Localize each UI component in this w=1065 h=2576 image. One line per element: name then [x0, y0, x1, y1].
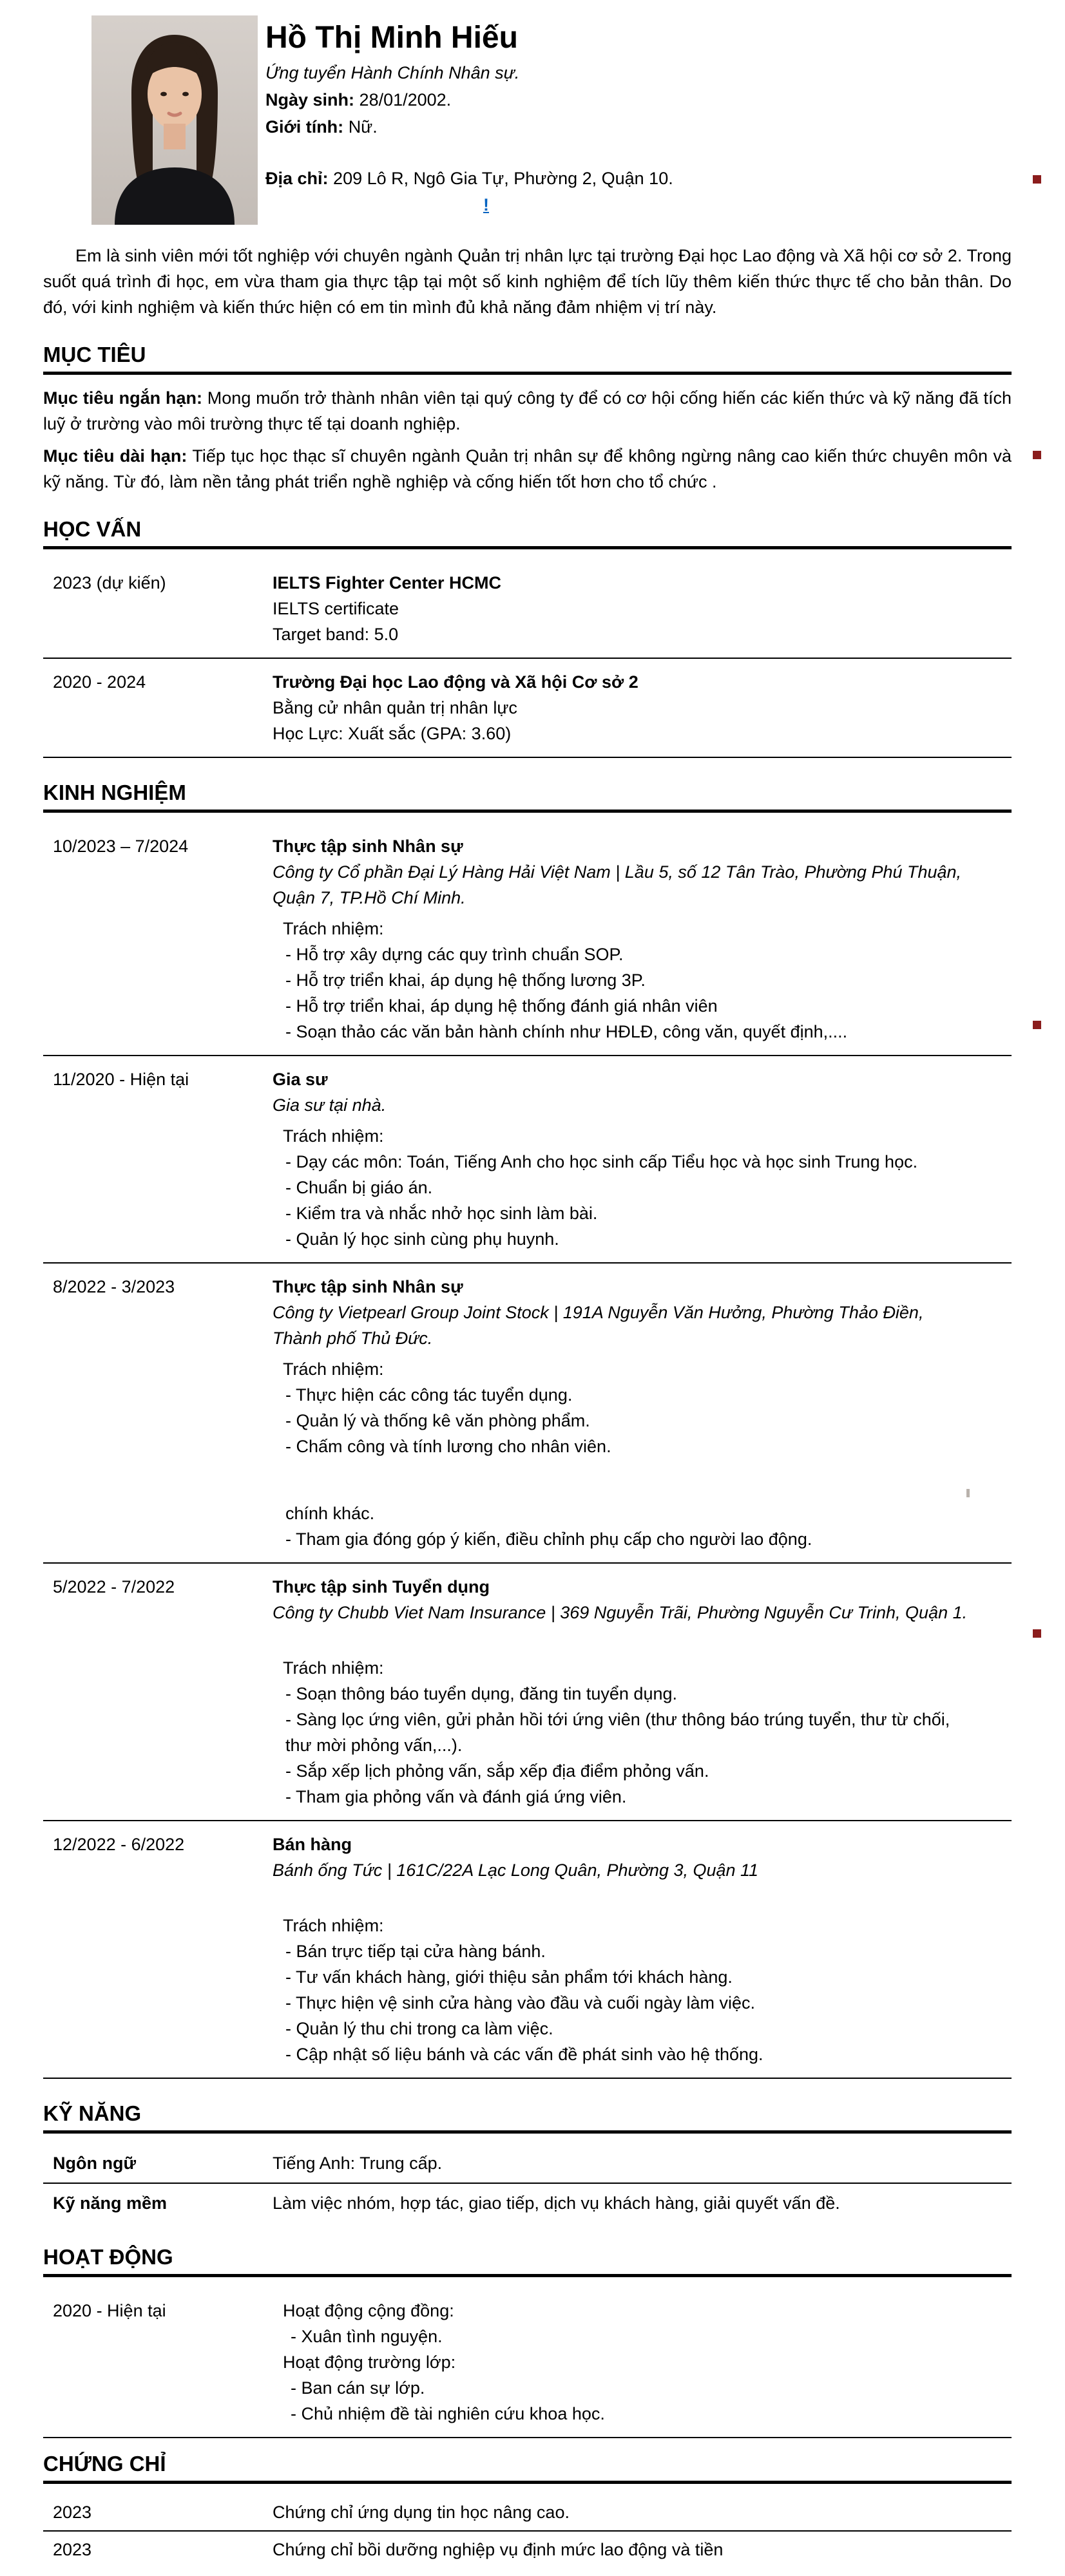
- text-line: Hoạt động cộng đồng:: [283, 2301, 454, 2320]
- education-lines: [273, 695, 968, 746]
- text-line: - Quản lý và thống kê văn phòng phẩm.: [285, 1411, 590, 1430]
- section-experience: [0, 780, 1065, 2079]
- education-date: 2020 - 2024: [53, 672, 146, 692]
- skill-value: Làm việc nhóm, hợp tác, giao tiếp, dịch vụ khách hàng, giải quyết vấn đề.: [273, 2193, 840, 2213]
- revision-marker: [1033, 451, 1041, 459]
- objective-long: [43, 443, 1012, 495]
- section-title-certificates: CHỨNG CHỈ: [43, 2452, 166, 2476]
- text-line: - Chủ nhiệm đề tài nghiên cứu khoa học.: [291, 2404, 605, 2423]
- experience-details: [273, 833, 968, 1045]
- objective-short-label: Mục tiêu ngắn hạn:: [43, 388, 202, 408]
- revision-marker: [1033, 175, 1041, 184]
- certificate-row: [0, 2532, 1065, 2568]
- entry-divider: [43, 2078, 1012, 2079]
- section-title-activities: HOẠT ĐỘNG: [43, 2245, 173, 2269]
- objective-short: [43, 385, 1012, 437]
- skill-value: Tiếng Anh: Trung cấp.: [273, 2154, 443, 2173]
- address-value: 209 Lô R, Ngô Gia Tự, Phường 2, Quận 10.: [333, 168, 673, 188]
- profile-photo-placeholder: [91, 15, 258, 225]
- education-entry: [0, 659, 1065, 757]
- section-title-objective: MỤC TIÊU: [43, 343, 146, 366]
- dob-label: Ngày sinh:: [265, 90, 355, 109]
- text-line: - Cập nhật số liệu bánh và các vấn đề phát sinh vào hệ thống.: [285, 2045, 763, 2064]
- text-line: - Kiểm tra và nhắc nhở học sinh làm bài.: [285, 1204, 598, 1223]
- gender-line: [265, 113, 673, 140]
- text-line: - Soạn thông báo tuyển dụng, đăng tin tuyển dụng.: [285, 1684, 677, 1703]
- certificate-row: [0, 2494, 1065, 2530]
- section-title-education: HỌC VẤN: [43, 517, 142, 541]
- activity-row: [0, 2287, 1065, 2437]
- text-line: Bằng cử nhân quản trị nhân lực: [273, 698, 517, 717]
- section-title-experience: KINH NGHIỆM: [43, 781, 186, 804]
- experience-company: Công ty Chubb Viet Nam Insurance | 369 Nguyễn Trãi, Phường Nguyễn Cư Trinh, Quận 1.: [273, 1603, 968, 1622]
- experience-date: 8/2022 - 3/2023: [53, 1277, 175, 1296]
- broken-hyperlink-mark[interactable]: !: [483, 194, 489, 214]
- address-label: Địa chỉ:: [265, 168, 329, 188]
- education-school: IELTS Fighter Center HCMC: [273, 573, 502, 592]
- experience-role: Thực tập sinh Tuyển dụng: [273, 1577, 490, 1596]
- text-line: - Chấm công và tính lương cho nhân viên.: [285, 1437, 611, 1456]
- page-break-gap: [273, 1459, 968, 1501]
- experience-date: 12/2022 - 6/2022: [53, 1835, 185, 1854]
- skill-row: [0, 2184, 1065, 2222]
- gender-value: Nữ.: [348, 117, 378, 137]
- section-certificates: [0, 2451, 1065, 2568]
- certificate-text: Chứng chỉ bồi dưỡng nghiệp vụ định mức lao động và tiền: [273, 2540, 724, 2559]
- objective-short-text: Mong muốn trở thành nhân viên tại quý công ty để có cơ hội cống hiến các kiến thức và kỹ năng đã tích luỹ ở trường vào môi trường thực tế tại doanh nghiệp.: [43, 388, 1012, 433]
- education-details: [273, 570, 968, 647]
- education-details: [273, 669, 968, 746]
- section-divider: [43, 810, 1012, 813]
- experience-bullets: [273, 1149, 968, 1252]
- text-line: - Tham gia phỏng vấn và đánh giá ứng viên.: [285, 1787, 627, 1806]
- responsibility-label: Trách nhiệm:: [283, 1126, 384, 1146]
- experience-date: 11/2020 - Hiện tại: [53, 1070, 189, 1089]
- education-lines: [273, 596, 968, 647]
- text-line: Hoạt động trường lớp:: [283, 2353, 456, 2372]
- experience-role: Thực tập sinh Nhân sự: [273, 837, 463, 856]
- section-activities: [0, 2244, 1065, 2438]
- experience-entry: [0, 823, 1065, 1055]
- entry-divider: [43, 2437, 1012, 2438]
- certificate-date: 2023: [53, 2540, 92, 2559]
- responsibility-label: Trách nhiệm:: [283, 919, 384, 938]
- text-line: - Bán trực tiếp tại cửa hàng bánh.: [285, 1942, 546, 1961]
- section-divider: [43, 2274, 1012, 2277]
- revision-marker: [1033, 1021, 1041, 1029]
- experience-bullets: [273, 1681, 968, 1810]
- text-line: - Hỗ trợ triển khai, áp dụng hệ thống lương 3P.: [285, 971, 646, 990]
- experience-date: 10/2023 – 7/2024: [53, 837, 189, 856]
- experience-bullets: [273, 942, 968, 1045]
- experience-entry: [0, 1264, 1065, 1562]
- text-line: Học Lực: Xuất sắc (GPA: 3.60): [273, 724, 512, 743]
- experience-details: [273, 1574, 968, 1810]
- text-line: Target band: 5.0: [273, 625, 399, 644]
- objective-long-label: Mục tiêu dài hạn:: [43, 446, 187, 466]
- text-line: - Ban cán sự lớp.: [291, 2378, 425, 2398]
- education-date: 2023 (dự kiến): [53, 573, 166, 592]
- experience-role: Bán hàng: [273, 1835, 352, 1854]
- cv-header: [0, 15, 1065, 225]
- text-line: - Tư vấn khách hàng, giới thiệu sản phẩm tới khách hàng.: [285, 1967, 733, 1987]
- experience-details: [273, 1066, 968, 1252]
- text-line: - Sàng lọc ứng viên, gửi phản hồi tới ứng viên (thư thông báo trúng tuyển, thư từ chối, thư mời phỏng vấn,...).: [285, 1710, 950, 1755]
- section-skills: [0, 2101, 1065, 2222]
- summary-paragraph: Em là sinh viên mới tốt nghiệp với chuyên ngành Quản trị nhân lực tại trường Đại học Lao động và Xã hội cơ sở 2. Trong suốt quá trình đi học, em vừa tham gia thực tập tại một số kinh nghiệm để tích lũy thêm kiến thức thực tế cho bản thân. Do đó, với kinh nghiệm và kiến thức hiện có em tin mình đủ khả năng đảm nhiệm vị trí này.: [43, 246, 1012, 317]
- experience-role: Gia sư: [273, 1070, 328, 1089]
- experience-bullets: [273, 1938, 968, 2067]
- bullet-continuation: chính khác.: [285, 1504, 375, 1523]
- section-divider: [43, 372, 1012, 375]
- applied-position: Ứng tuyển Hành Chính Nhân sự.: [265, 62, 520, 82]
- candidate-name: Hồ Thị Minh Hiếu: [265, 21, 518, 55]
- experience-bullets: [273, 1382, 968, 1459]
- section-title-skills: KỸ NĂNG: [43, 2101, 142, 2125]
- activity-lines: [273, 2298, 968, 2427]
- experience-company: Công ty Cổ phần Đại Lý Hàng Hải Việt Nam | Lầu 5, số 12 Tân Trào, Phường Phú Thuận, Quận 7, TP.Hồ Chí Minh.: [273, 862, 962, 907]
- dob-line: [265, 86, 673, 113]
- text-line: - Quản lý thu chi trong ca làm việc.: [285, 2019, 553, 2038]
- responsibility-label: Trách nhiệm:: [283, 1916, 384, 1935]
- section-divider: [43, 2481, 1012, 2484]
- education-school: Trường Đại học Lao động và Xã hội Cơ sở 2: [273, 672, 638, 692]
- text-line: IELTS certificate: [273, 599, 399, 618]
- section-divider: [43, 2130, 1012, 2134]
- text-line: - Thực hiện các công tác tuyển dụng.: [285, 1385, 573, 1405]
- text-line: - Dạy các môn: Toán, Tiếng Anh cho học sinh cấp Tiểu học và học sinh Trung học.: [285, 1152, 918, 1171]
- gender-label: Giới tính:: [265, 117, 344, 137]
- experience-entry: [0, 1056, 1065, 1262]
- responsibility-label: Trách nhiệm:: [283, 1359, 384, 1379]
- text-line: - Hỗ trợ xây dựng các quy trình chuẩn SOP.: [285, 945, 624, 964]
- responsibility-label: Trách nhiệm:: [283, 1658, 384, 1678]
- profile-photo: [91, 15, 258, 225]
- page-break-artifact: [966, 1489, 970, 1497]
- experience-bullets: [273, 1526, 968, 1552]
- experience-company: Gia sư tại nhà.: [273, 1095, 387, 1115]
- section-divider: [43, 546, 1012, 549]
- experience-details: [273, 1832, 968, 2067]
- skill-label: Ngôn ngữ: [53, 2154, 137, 2173]
- header-info: [265, 15, 673, 225]
- experience-details: [273, 1274, 968, 1552]
- text-line: - Xuân tình nguyện.: [291, 2327, 443, 2346]
- objective-long-text: Tiếp tục học thạc sĩ chuyên ngành Quản trị nhân sự để không ngừng nâng cao kiến thức chuyên môn và kỹ năng. Từ đó, làm nền tảng phát triển nghề nghiệp và cống hiến tốt hơn cho tổ chức .: [43, 446, 1012, 491]
- revision-marker: [1033, 1629, 1041, 1638]
- experience-date: 5/2022 - 7/2022: [53, 1577, 175, 1596]
- section-education: [0, 516, 1065, 758]
- experience-entry: [0, 1821, 1065, 2078]
- experience-role: Thực tập sinh Nhân sự: [273, 1277, 463, 1296]
- text-line: - Hỗ trợ triển khai, áp dụng hệ thống đánh giá nhân viên: [285, 996, 718, 1016]
- experience-company: Bánh ống Tức | 161C/22A Lạc Long Quân, Phường 3, Quận 11: [273, 1861, 759, 1880]
- education-entry: [0, 560, 1065, 658]
- text-line: - Thực hiện vệ sinh cửa hàng vào đầu và cuối ngày làm việc.: [285, 1993, 756, 2012]
- text-line: - Tham gia đóng góp ý kiến, điều chỉnh phụ cấp cho người lao động.: [285, 1530, 812, 1549]
- address-line: [265, 165, 673, 192]
- section-objective: [0, 342, 1065, 495]
- entry-divider: [43, 757, 1012, 758]
- certificate-date: 2023: [53, 2503, 92, 2522]
- text-line: - Quản lý học sinh cùng phụ huynh.: [285, 1229, 559, 1249]
- text-line: - Sắp xếp lịch phỏng vấn, sắp xếp địa điểm phỏng vấn.: [285, 1761, 709, 1781]
- experience-entry: [0, 1564, 1065, 1820]
- skill-label: Kỹ năng mềm: [53, 2193, 168, 2213]
- text-line: - Soạn thảo các văn bản hành chính như HĐLĐ, công văn, quyết định,....: [285, 1022, 848, 1041]
- dob-value: 28/01/2002.: [359, 90, 452, 109]
- activity-date: 2020 - Hiện tại: [53, 2301, 166, 2320]
- text-line: - Chuẩn bị giáo án.: [285, 1178, 433, 1197]
- experience-company: Công ty Vietpearl Group Joint Stock | 191A Nguyễn Văn Hưởng, Phường Thảo Điền, Thành phố Thủ Đức.: [273, 1303, 924, 1348]
- certificate-text: Chứng chỉ ứng dụng tin học nâng cao.: [273, 2503, 570, 2522]
- skill-row: [0, 2144, 1065, 2183]
